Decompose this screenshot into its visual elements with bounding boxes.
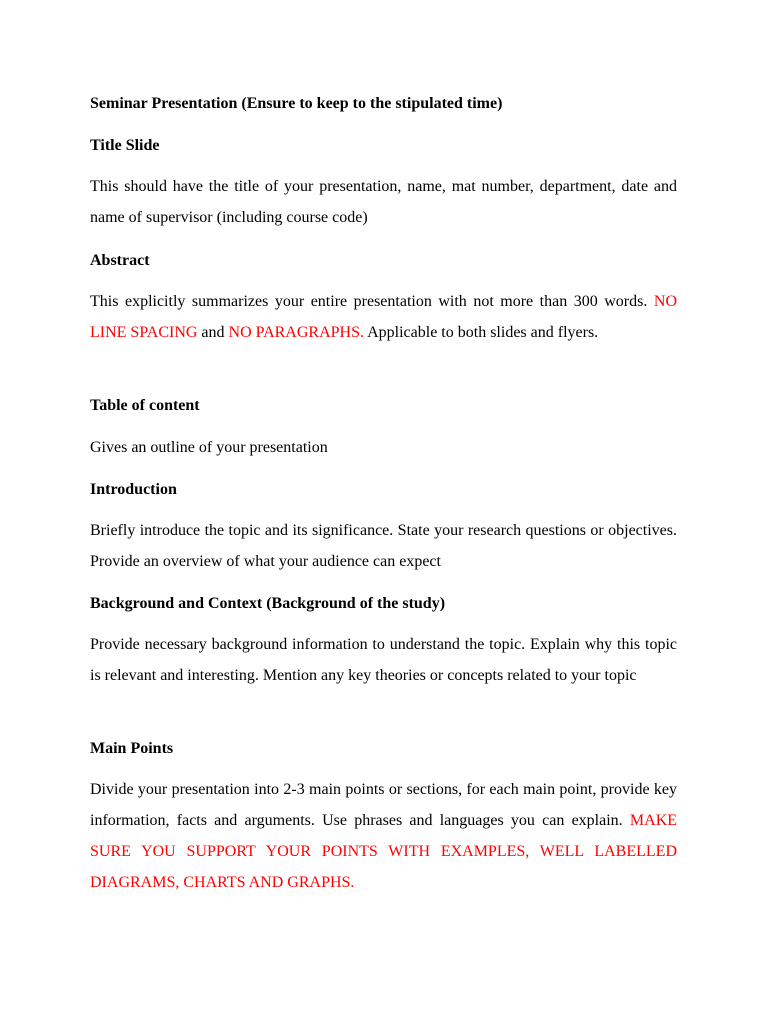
main-points-text: Divide your presentation into 2-3 main points or sections, for each main point, provide key information, facts and arguments. Use phrases and languages you can explain. <box>90 781 677 829</box>
section-body-title-slide: This should have the title of your presentation, name, mat number, department, date and name of supervisor (including course code) <box>90 178 677 226</box>
abstract-text-end: Applicable to both slides and flyers. <box>367 324 599 341</box>
section-body-table-of-content: Gives an outline of your presentation <box>90 439 328 456</box>
section-body-background: Provide necessary background information to understand the topic. Explain why this topic is relevant and interesting. Mention any key theories or concepts related to your topic <box>90 636 677 684</box>
section-heading-background: Background and Context (Background of the study) <box>90 595 446 612</box>
section-heading-title-slide: Title Slide <box>90 137 160 154</box>
section-heading-table-of-content: Table of content <box>90 397 200 414</box>
abstract-text-and: and <box>201 324 225 341</box>
section-body-main-points <box>90 774 677 898</box>
section-body-introduction: Briefly introduce the topic and its significance. State your research questions or objectives. Provide an overview of what your audience can expect <box>90 522 677 570</box>
section-heading-main-points: Main Points <box>90 740 174 757</box>
abstract-emphasis-no-line-spacing: NO LINE SPACING <box>90 293 678 341</box>
section-heading-abstract: Abstract <box>90 252 150 269</box>
document-title: Seminar Presentation (Ensure to keep to the stipulated time) <box>90 95 503 112</box>
abstract-emphasis-no-paragraphs: NO PARAGRAPHS. <box>228 324 364 341</box>
section-body-abstract <box>90 286 677 348</box>
section-heading-introduction: Introduction <box>90 481 177 498</box>
abstract-text-start: This explicitly summarizes your entire presentation with not more than 300 words. <box>90 293 648 310</box>
main-points-emphasis: MAKE SURE YOU SUPPORT YOUR POINTS WITH EXAMPLES, WELL LABELLED DIAGRAMS, CHARTS AND GRAPHS. <box>90 812 678 891</box>
